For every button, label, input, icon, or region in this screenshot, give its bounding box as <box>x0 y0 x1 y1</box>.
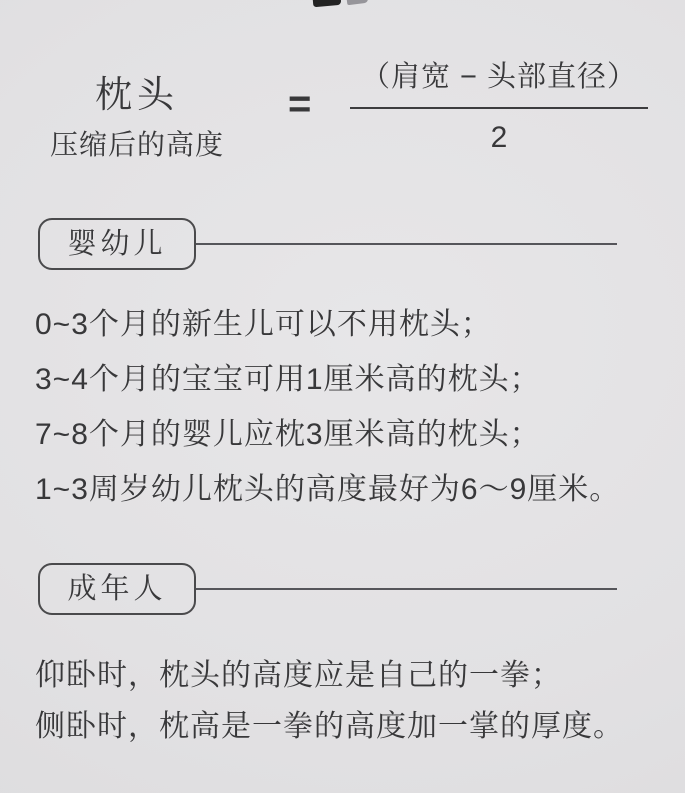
fraction-numerator: （肩宽 − 头部直径） <box>360 61 638 93</box>
section-rule-infants <box>196 243 617 245</box>
section-header-infants <box>38 218 638 270</box>
formula-left-side <box>40 64 234 163</box>
guideline-line: 1~3周岁幼儿枕头的高度最好为6～9厘米。 <box>35 473 621 506</box>
section-header-adults <box>38 563 638 615</box>
guideline-line: 侧卧时，枕高是一拳的高度加一掌的厚度。 <box>35 710 624 743</box>
cropped-graphic-fragment-dark <box>313 0 342 7</box>
guideline-line: 0~3个月的新生儿可以不用枕头； <box>35 308 492 341</box>
fraction-bar <box>350 107 648 109</box>
equals-sign: = <box>288 82 312 126</box>
cropped-graphic-fragment-light <box>347 0 369 5</box>
pillow-height-formula <box>0 52 685 162</box>
fraction-denominator: 2 <box>490 121 508 154</box>
guideline-line: 仰卧时，枕头的高度应是自己的一拳； <box>35 659 562 692</box>
section-label-adults: 成年人 <box>38 563 196 615</box>
guideline-line: 3~4个月的宝宝可用1厘米高的枕头； <box>35 363 541 396</box>
guideline-line: 7~8个月的婴儿应枕3厘米高的枕头； <box>35 418 541 451</box>
formula-term-compressed-height: 压缩后的高度 <box>49 129 224 160</box>
adults-guidelines <box>35 650 680 752</box>
infants-guidelines <box>35 297 680 517</box>
formula-fraction <box>350 54 648 155</box>
formula-term-pillow: 枕头 <box>95 74 179 115</box>
section-rule-adults <box>196 588 617 590</box>
section-label-infants: 婴幼儿 <box>38 218 196 270</box>
